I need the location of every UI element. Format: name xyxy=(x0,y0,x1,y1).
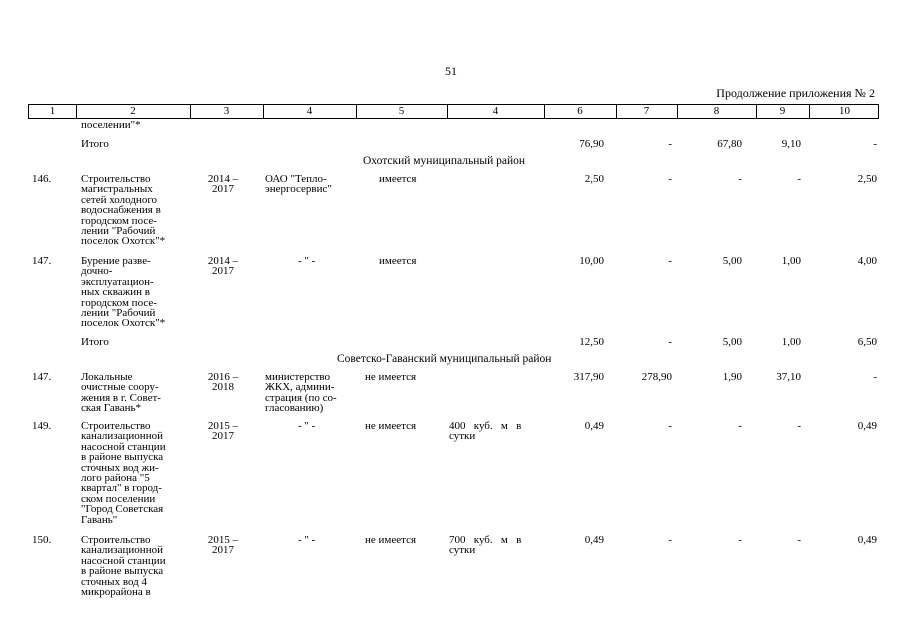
cell-c8: - xyxy=(738,420,742,432)
section-heading: Советско-Гаванский муниципальный район xyxy=(337,353,552,365)
project-docs: не имеется xyxy=(365,420,417,432)
header-col-7: 7 xyxy=(643,105,650,117)
cell-c10: - xyxy=(873,138,877,150)
cell-c6: 0,49 xyxy=(584,420,604,432)
project-name: Строительство канализационной насосной станции в районе выпуска сточных вод жи- лого района "5 квартал" в город- ском поселении "Город Советская Гавань" xyxy=(81,420,166,526)
cell-c8: 67,80 xyxy=(717,138,742,150)
project-docs: имеется xyxy=(379,255,417,267)
cell-c10: 6,50 xyxy=(857,336,877,348)
project-org: - " - xyxy=(298,534,316,546)
cell-c10: 2,50 xyxy=(857,173,877,185)
cell-c6: 12,50 xyxy=(579,336,604,348)
header-col-5: 5 xyxy=(398,105,405,117)
total-label: Итого xyxy=(81,138,109,150)
header-col-4b: 4 xyxy=(492,105,499,117)
project-org: министерство ЖКХ, админи- страция (по со- гласованию) xyxy=(265,371,337,415)
project-name: Бурение разве- дочно- эксплуатацион- ных скважин в городском посе- лении "Рабочий поселок Охотск"* xyxy=(81,255,166,330)
cell-c7: 278,90 xyxy=(641,371,672,383)
cell-c6: 2,50 xyxy=(584,173,604,185)
cell-c7: - xyxy=(668,336,672,348)
project-org: - " - xyxy=(298,255,316,267)
project-docs: не имеется xyxy=(365,371,417,383)
header-col-6: 6 xyxy=(577,105,583,117)
header-col-9: 9 xyxy=(779,105,786,117)
header-col-3: 3 xyxy=(223,105,230,117)
cell-c6: 317,90 xyxy=(573,371,604,383)
cell-c7: - xyxy=(668,420,672,432)
cell-c6: 10,00 xyxy=(579,255,604,267)
project-years: 2015 – 2017 xyxy=(207,420,239,443)
cell-c8: 5,00 xyxy=(722,336,742,348)
cell-c9: - xyxy=(797,420,801,432)
cell-c9: 9,10 xyxy=(781,138,801,150)
section-heading: Охотский муниципальный район xyxy=(363,155,526,167)
cell-c7: - xyxy=(668,255,672,267)
row-number: 149. xyxy=(32,420,52,432)
continuation-note: Продолжение приложения № 2 xyxy=(716,86,875,100)
project-name: Локальные очистные соору- жения в г. Совет- ская Гавань* xyxy=(81,371,161,415)
row-number: 147. xyxy=(32,255,52,267)
project-org: - " - xyxy=(298,420,316,432)
cell-c8: 1,90 xyxy=(722,371,742,383)
header-col-2: 2 xyxy=(130,105,136,117)
cell-c8: - xyxy=(738,534,742,546)
project-name: Строительство канализационной насосной станции в районе выпуска сточных вод 4 микрорайона в xyxy=(81,534,166,599)
carryover-fragment: поселении"* xyxy=(81,119,141,131)
project-years: 2015 – 2017 xyxy=(207,534,239,557)
total-label: Итого xyxy=(81,336,109,348)
project-years: 2014 – 2017 xyxy=(207,255,239,278)
table-header xyxy=(28,104,879,119)
project-capacity: 700 куб. м в сутки xyxy=(449,534,522,557)
cell-c10: - xyxy=(873,371,877,383)
project-docs: не имеется xyxy=(365,534,417,546)
project-years: 2016 – 2018 xyxy=(207,371,239,394)
cell-c9: 37,10 xyxy=(776,371,801,383)
cell-c9: 1,00 xyxy=(781,255,801,267)
cell-c8: - xyxy=(738,173,742,185)
header-col-8: 8 xyxy=(713,105,720,117)
cell-c8: 5,00 xyxy=(722,255,742,267)
project-capacity: 400 куб. м в сутки xyxy=(449,420,522,443)
row-number: 146. xyxy=(32,173,52,185)
cell-c7: - xyxy=(668,534,672,546)
header-col-10: 10 xyxy=(839,105,850,117)
cell-c9: 1,00 xyxy=(781,336,801,348)
row-number: 147. xyxy=(32,371,52,383)
project-name: Строительство магистральных сетей холодного водоснабжения в городском посе- лении "Рабочий поселок Охотск"* xyxy=(81,173,166,248)
header-col-1: 1 xyxy=(49,105,56,117)
cell-c6: 0,49 xyxy=(584,534,604,546)
cell-c7: - xyxy=(668,173,672,185)
cell-c7: - xyxy=(668,138,672,150)
project-org: ОАО "Тепло- энергосервис" xyxy=(265,173,332,196)
cell-c6: 76,90 xyxy=(579,138,604,150)
project-docs: имеется xyxy=(379,173,417,185)
cell-c10: 0,49 xyxy=(857,420,877,432)
cell-c10: 0,49 xyxy=(857,534,877,546)
cell-c9: - xyxy=(797,534,801,546)
cell-c10: 4,00 xyxy=(857,255,877,267)
cell-c9: - xyxy=(797,173,801,185)
row-number: 150. xyxy=(32,534,52,546)
page-number: 51 xyxy=(445,64,457,78)
project-years: 2014 – 2017 xyxy=(207,173,239,196)
header-col-4: 4 xyxy=(306,105,313,117)
